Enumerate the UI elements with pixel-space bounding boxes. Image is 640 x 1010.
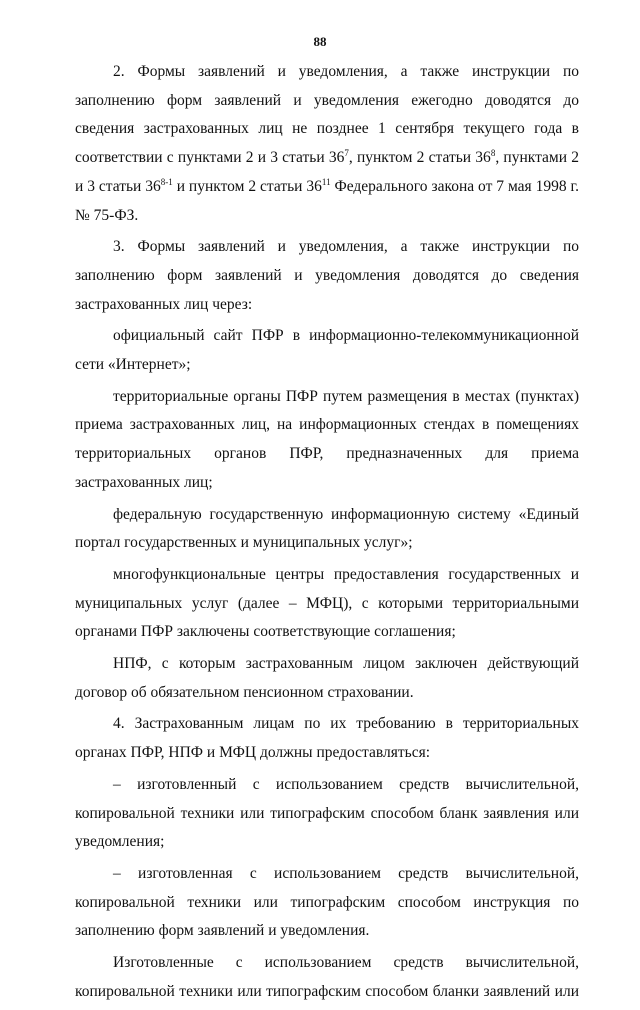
paragraph-text: , пунктами 2 и 3 статьи 36 <box>75 149 579 195</box>
document-body <box>75 58 579 1010</box>
paragraph-official-site: официальный сайт ПФР в информационно-телекоммуникационной сети «Интернет»; <box>75 327 579 374</box>
paragraph-dash-form: – изготовленный с использованием средств вычислительной, копировальной техники или типографским способом бланк заявления или уведомления; <box>75 775 579 851</box>
paragraph-text: и пунктом 2 статьи 36 <box>172 177 322 195</box>
superscript: 11 <box>321 176 331 187</box>
paragraph-printed-forms: Изготовленные с использованием средств вычислительной, копировальной техники или типографским способом бланки заявлений или <box>75 954 579 1000</box>
paragraph-federal-portal: федеральную государственную информационную систему «Единый портал государственных и муниципальных услуг»; <box>75 505 579 552</box>
page-number: 88 <box>313 34 327 49</box>
paragraph-item-2 <box>75 58 579 230</box>
superscript: 7 <box>344 148 349 159</box>
paragraph-text: Федерального закона от 7 мая 1998 г. № 75-ФЗ. <box>75 177 579 224</box>
superscript: 8-1 <box>160 176 173 187</box>
paragraph-territorial-organs: территориальные органы ПФР путем размещения в местах (пунктах) приема застрахованных лиц, на информационных стендах в помещениях территориальных органов ПФР, предназначенных для приема застрахованных лиц; <box>75 387 579 491</box>
paragraph-npf: НПФ, с которым застрахованным лицом заключен действующий договор об обязательном пенсионном страховании. <box>75 655 579 701</box>
paragraph-text: , пунктом 2 статьи 36 <box>348 149 491 167</box>
paragraph-dash-instruction: – изготовленная с использованием средств вычислительной, копировальной техники или типографским способом инструкция по заполнению форм заявлений и уведомления. <box>75 864 579 940</box>
paragraph-mfc: многофункциональные центры предоставления государственных и муниципальных услуг (далее – МФЦ), с которыми территориальными органами ПФР заключены соответствующие соглашения; <box>75 565 579 641</box>
superscript: 8 <box>490 148 496 159</box>
paragraph-item-4: 4. Застрахованным лицам по их требованию в территориальных органах ПФР, НПФ и МФЦ должны предоставляться: <box>75 715 579 762</box>
paragraph-text: 2. Формы заявлений и уведомления, а также инструкции по заполнению форм заявлений и уведомления ежегодно доводятся до сведения застрахованных лиц не позднее 1 сентября текущего года в соответствии с пунктами 2 и 3 статьи 36 <box>75 63 579 167</box>
paragraph-item-3: 3. Формы заявлений и уведомления, а также инструкции по заполнению форм заявлений и уведомления доводятся до сведения застрахованных лиц через: <box>75 238 579 313</box>
